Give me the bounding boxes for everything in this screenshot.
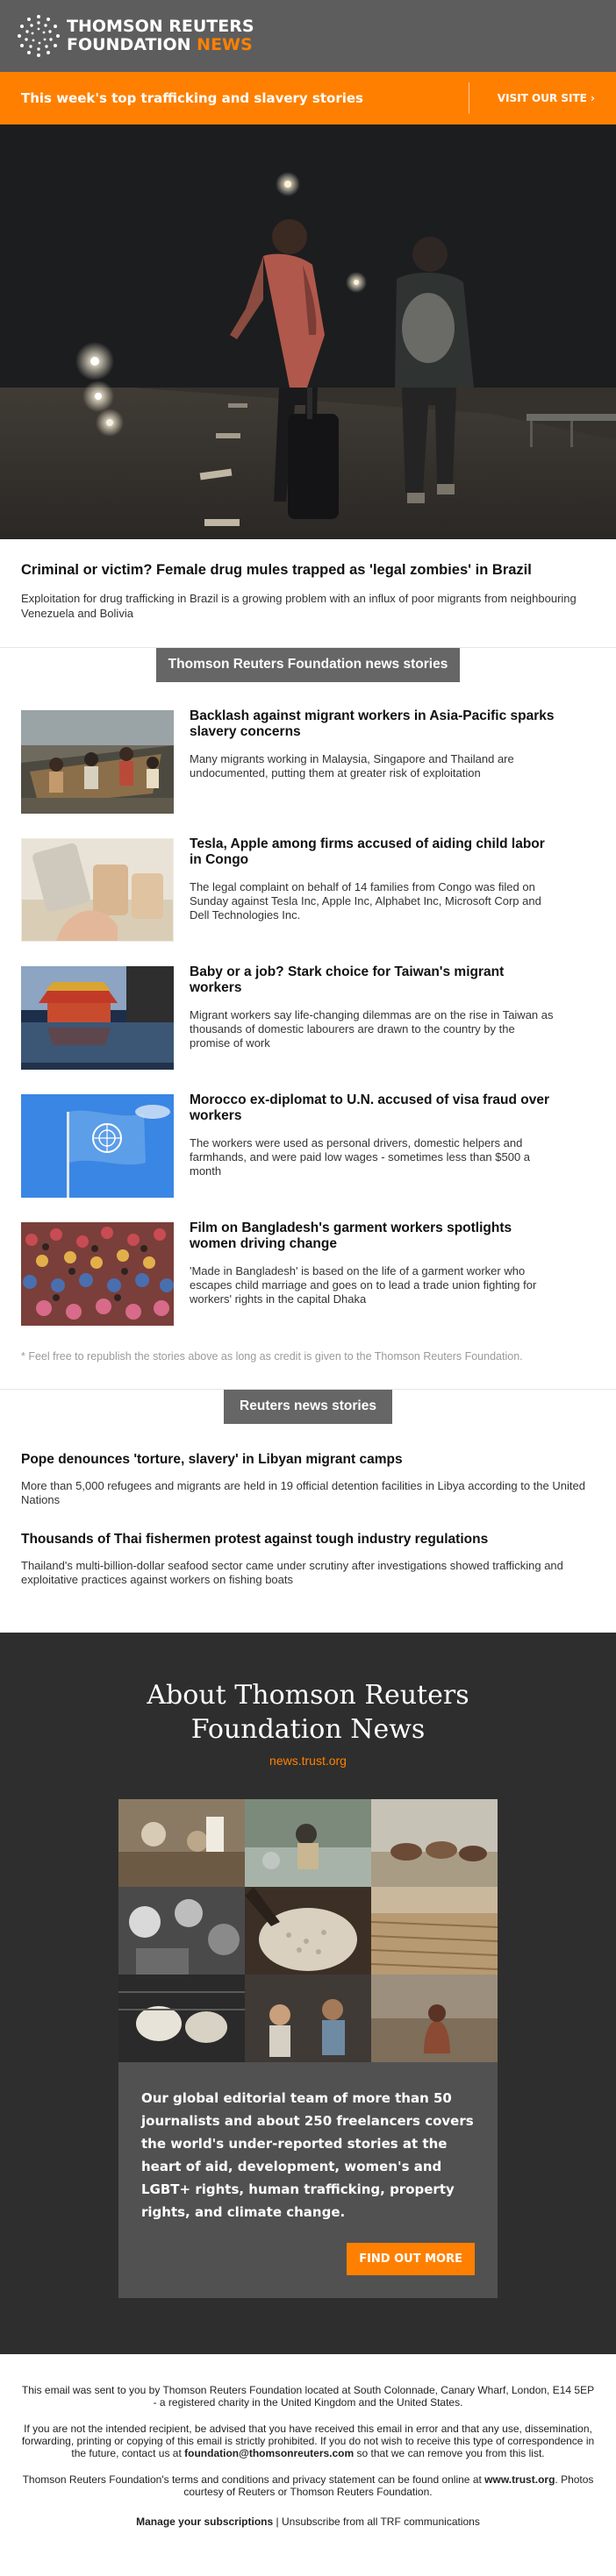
republish-disclaimer: * Feel free to republish the stories above as long as credit is given to the Thomson Reuters Foundation. bbox=[21, 1350, 523, 1363]
story-item[interactable] bbox=[0, 1094, 616, 1198]
thomson-reuters-logo[interactable] bbox=[16, 13, 254, 59]
logo-line-1: THOMSON REUTERS bbox=[67, 17, 254, 36]
legal-notice bbox=[21, 2423, 595, 2459]
story-summary: The legal complaint on behalf of 14 families from Congo was filed on Sunday against Tesla Inc, Apple Inc, Alphabet Inc, Microsoft Corp and Dell Technologies Inc. bbox=[190, 880, 541, 922]
unsubscribe-link[interactable]: Unsubscribe from all TRF communications bbox=[281, 2516, 480, 2528]
story-text bbox=[190, 1094, 595, 1198]
story-text bbox=[190, 966, 595, 1070]
reuters-section-heading: Reuters news stories bbox=[224, 1390, 392, 1424]
about-title bbox=[0, 1678, 616, 1747]
collage-tile bbox=[118, 1799, 245, 1887]
thumbnail-garment-workers-crowd bbox=[21, 1222, 174, 1326]
manage-subscriptions-link[interactable]: Manage your subscriptions bbox=[136, 2516, 274, 2528]
story-title[interactable]: Pope denounces 'torture, slavery' in Libyan migrant camps bbox=[21, 1452, 403, 1467]
logo-news: NEWS bbox=[197, 35, 253, 54]
collage-tile bbox=[118, 1975, 245, 2062]
story-thumbnail[interactable] bbox=[21, 710, 174, 814]
story-item[interactable] bbox=[0, 966, 616, 1070]
photo-collage bbox=[118, 1799, 498, 2062]
lead-story-summary: Exploitation for drug trafficking in Brazil is a growing problem with an influx of poor migrants from neighbouring Venezuela and Bolivia bbox=[21, 592, 577, 620]
hero-image[interactable] bbox=[0, 125, 616, 539]
terms-notice bbox=[21, 2473, 595, 2498]
story-summary: Thailand's multi-billion-dollar seafood sector came under scrutiny after investigations showed trafficking and exploitative practices against workers on fishing boats bbox=[21, 1559, 563, 1586]
about-title-line-2: Foundation News bbox=[190, 1714, 426, 1745]
story-text bbox=[190, 1222, 595, 1326]
reuters-news-section bbox=[0, 1389, 616, 1633]
terms-text-after: . Photos courtesy of Reuters or Thomson Reuters Foundation. bbox=[183, 2473, 594, 2498]
about-site-link[interactable]: news.trust.org bbox=[269, 1754, 347, 1768]
story-item[interactable] bbox=[0, 1222, 616, 1326]
thumbnail-phones-display bbox=[21, 838, 174, 942]
collage-tile bbox=[371, 1799, 498, 1887]
foundation-heading-wrap bbox=[0, 648, 616, 682]
reuters-heading-wrap bbox=[0, 1390, 616, 1424]
subscription-links bbox=[21, 2516, 595, 2528]
legal-text-after: so that we can remove you from this list. bbox=[356, 2447, 545, 2459]
logo-dots-icon bbox=[16, 13, 61, 59]
story-title[interactable]: Morocco ex-diplomat to U.N. accused of visa fraud over workers bbox=[190, 1092, 549, 1123]
reuters-story-item[interactable] bbox=[0, 1452, 616, 1507]
story-title[interactable]: Baby or a job? Stark choice for Taiwan's migrant workers bbox=[190, 964, 505, 995]
foundation-section-heading: Thomson Reuters Foundation news stories bbox=[156, 648, 461, 682]
email-footer bbox=[0, 2354, 616, 2554]
contact-email-link[interactable]: foundation@thomsonreuters.com bbox=[184, 2447, 355, 2459]
collage-tile bbox=[245, 1887, 371, 1975]
story-summary: 'Made in Bangladesh' is based on the life of a garment worker who escapes child marriage and goes on to lead a trade union fighting for workers' rights in the capital Dhaka bbox=[190, 1264, 537, 1306]
story-summary: Many migrants working in Malaysia, Singapore and Thailand are undocumented, putting them at greater risk of exploitation bbox=[190, 752, 514, 779]
thumbnail-taiwan-temple bbox=[21, 966, 174, 1070]
collage-tile bbox=[371, 1887, 498, 1975]
story-item[interactable] bbox=[0, 838, 616, 942]
trust-site-link[interactable]: www.trust.org bbox=[484, 2473, 555, 2486]
story-title[interactable]: Film on Bangladesh's garment workers spotlights women driving change bbox=[190, 1220, 512, 1251]
story-thumbnail[interactable] bbox=[21, 1094, 174, 1198]
story-thumbnail[interactable] bbox=[21, 966, 174, 1070]
collage-tile bbox=[371, 1975, 498, 2062]
story-title[interactable]: Tesla, Apple among firms accused of aiding child labor in Congo bbox=[190, 836, 545, 867]
thumbnail-un-flag bbox=[21, 1094, 174, 1198]
top-stories-banner bbox=[0, 72, 616, 125]
collage-tile bbox=[245, 1799, 371, 1887]
reuters-story-item[interactable] bbox=[0, 1532, 616, 1633]
foundation-news-section bbox=[0, 648, 616, 1389]
email-header bbox=[0, 0, 616, 72]
story-text bbox=[190, 838, 595, 942]
logo-line-2 bbox=[67, 36, 254, 54]
collage-tile bbox=[245, 1975, 371, 2062]
about-title-line-1: About Thomson Reuters bbox=[147, 1680, 469, 1711]
banner-headline: This week's top trafficking and slavery stories bbox=[21, 90, 363, 106]
logo-foundation: FOUNDATION bbox=[67, 35, 191, 54]
thumbnail-boat-migrants bbox=[21, 710, 174, 814]
sent-notice: This email was sent to you by Thomson Reuters Foundation located at South Colonnade, Canary Wharf, London, E14 5EP - a registered charity in the United Kingdom and the United States. bbox=[21, 2384, 595, 2409]
story-item[interactable] bbox=[0, 710, 616, 814]
story-text bbox=[190, 710, 595, 814]
link-separator: | bbox=[276, 2516, 279, 2528]
story-summary: Migrant workers say life-changing dilemmas are on the rise in Taiwan as thousands of domestic labourers are drawn to the country by the promise of work bbox=[190, 1008, 554, 1050]
visit-site-link[interactable]: VISIT OUR SITE › bbox=[469, 82, 616, 114]
hero-photo-women-walking bbox=[0, 125, 616, 539]
logo-wordmark bbox=[67, 18, 254, 54]
story-summary: The workers were used as personal drivers, domestic helpers and farmhands, and were paid low wages - sometimes less than $500 a month bbox=[190, 1136, 531, 1178]
story-summary: More than 5,000 refugees and migrants are held in 19 official detention facilities in Libya according to the United Nations bbox=[21, 1479, 585, 1506]
lead-story-title[interactable]: Criminal or victim? Female drug mules trapped as 'legal zombies' in Brazil bbox=[21, 562, 532, 578]
about-section bbox=[0, 1633, 616, 2354]
about-description-box bbox=[118, 2062, 498, 2298]
terms-text-before: Thomson Reuters Foundation's terms and conditions and privacy statement can be found online at bbox=[22, 2473, 482, 2486]
find-out-more-button[interactable]: FIND OUT MORE bbox=[347, 2243, 475, 2275]
collage-tile bbox=[118, 1887, 245, 1975]
lead-story bbox=[0, 539, 616, 648]
story-title[interactable]: Backlash against migrant workers in Asia-Pacific sparks slavery concerns bbox=[190, 708, 555, 739]
story-thumbnail[interactable] bbox=[21, 1222, 174, 1326]
legal-text-before: If you are not the intended recipient, be advised that you have received this email in error and that any use, dissemination, forwarding, printing or copying of this email is strictly prohibited. If you do not wish to receive this type of correspondence in the future, contact us at bbox=[21, 2423, 595, 2459]
story-thumbnail[interactable] bbox=[21, 838, 174, 942]
about-description: Our global editorial team of more than 50 journalists and about 250 freelancers covers the world's under-reported stories at the heart of aid, development, women's and LGBT+ rights, human trafficking, property rights, and climate change. bbox=[141, 2090, 474, 2220]
story-title[interactable]: Thousands of Thai fishermen protest against tough industry regulations bbox=[21, 1532, 489, 1547]
